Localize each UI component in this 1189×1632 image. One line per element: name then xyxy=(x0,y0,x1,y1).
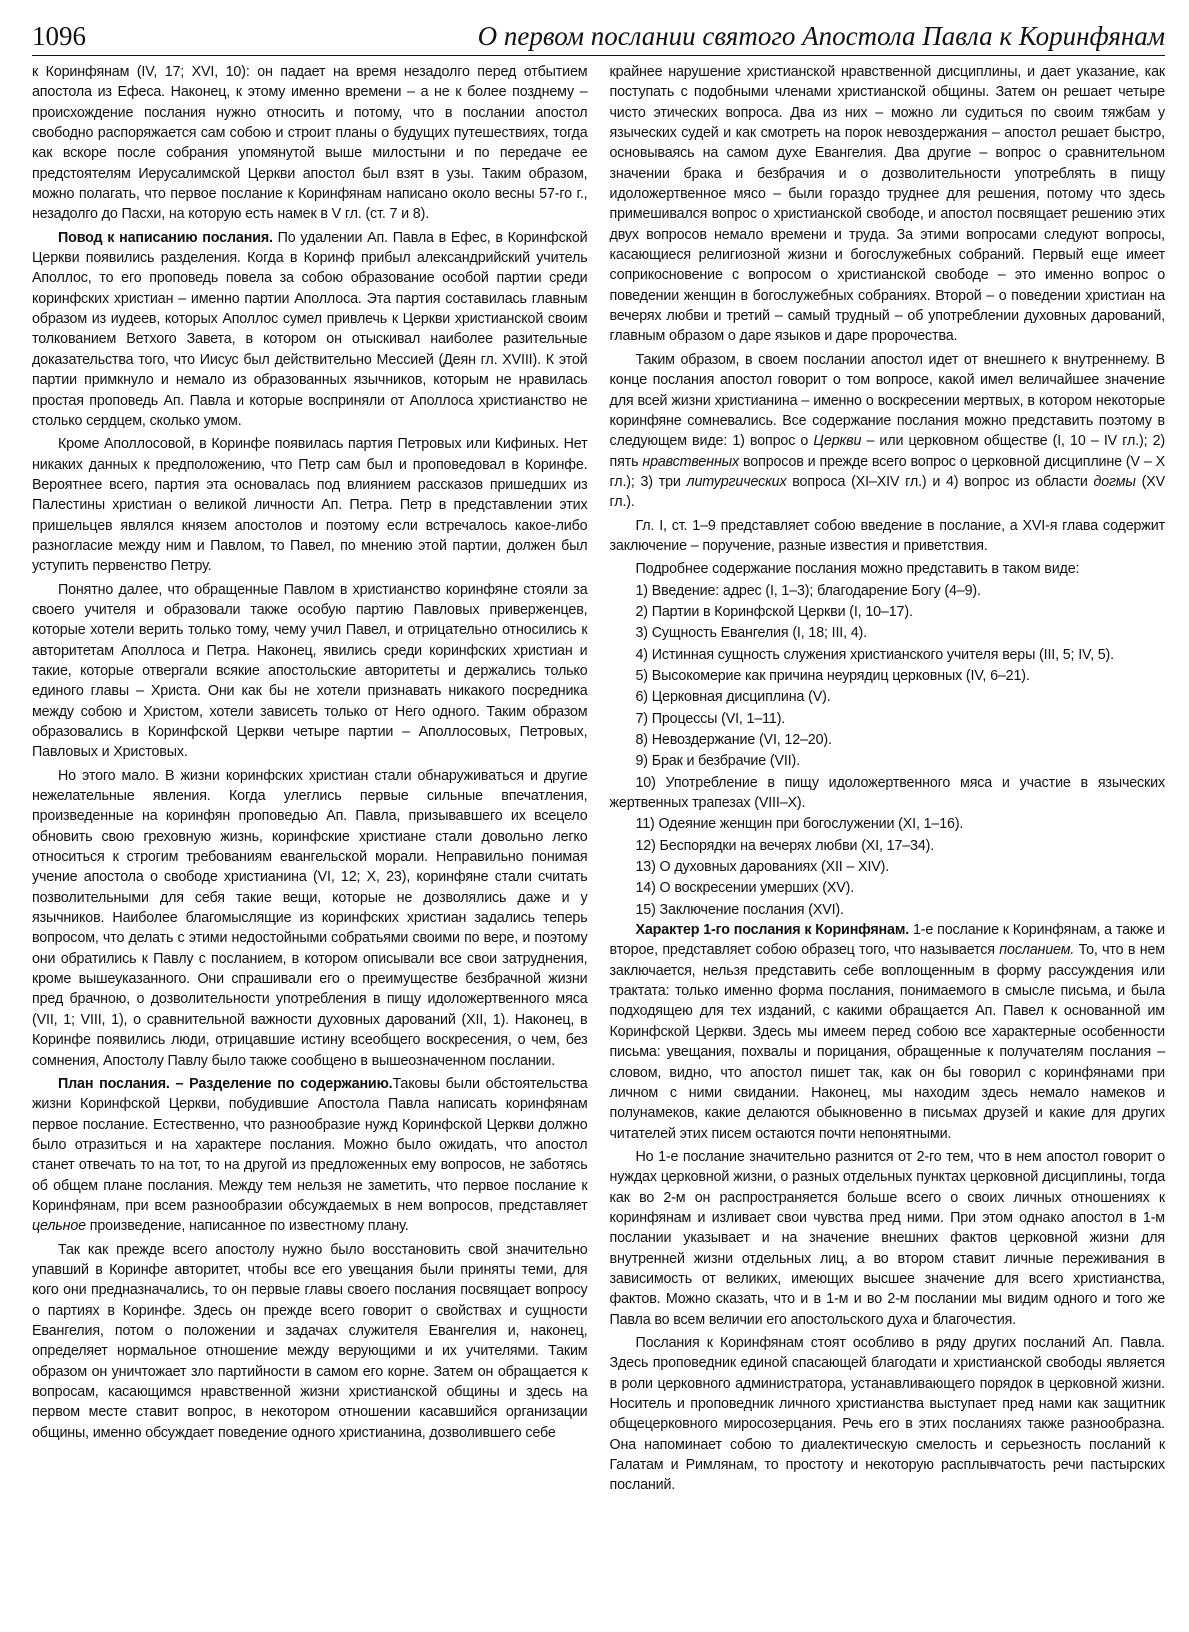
paragraph-text: Таковы были обстоятельства жизни Коринфской Церкви, побудившие Апостола Павла написать коринфянам первое послание. Естественно, что разнообразие нужд Коринфской Церкви должно было отразиться и на характере послания. Можно было ожидать, что апостол станет отвечать то на тот, то на другой из предложенных ему вопросов, не заботясь об общем плане послания. Между тем нельзя не заметить, что первое послание к Коринфянам, при всем разнообразии обсуждаемых в нем вопросов, представляет xyxy=(32,1075,588,1214)
paragraph: Но 1-е послание значительно разнится от 2-го тем, что в нем апостол говорит о нуждах церковной жизни, о разных отдельных пунктах церковной дисциплины, тогда как во 2-м он распространяется больше всего о своих личных отношениях к коринфянам и изливает свои чувства пред ними. При этом однако апостол в 1-м послании указывает и на значение внешних фактов церковной жизни для внутренней жизни отдельных лиц, а во втором ставит личные переживания в зависимость от великих, имеющих высшее значение для всего христианства, фактов. Можно сказать, что и в 1-м и во 2-м послании мы видим одного и того же Павла во всем величии его апостольского духа и благочестия. xyxy=(609,1148,1165,1328)
paragraph: Так как прежде всего апостолу нужно было восстановить свой значительно упавший в Коринфе авторитет, чтобы все его увещания были приняты теми, для кого они предназначались, то он первые главы своего послания посвящает вопросу о партиях в Коринфе. Здесь он прежде всего говорит о свойствах и сущности Евангелия, потом о положении и задачах служителя Евангелия и, наконец, определяет нормальное отношение между верующими и их учителями. Таким образом он уничтожает зло партийности в самом его корне. Затем он обращается к вопросам, касающимся нравственной жизни христианской общины и здесь на первом месте ставит вопрос, в некотором отношении касавшийся организации общины, именно обсуждает поведение одного христианина, дозволившего себе xyxy=(32,1241,588,1441)
paragraph-text: По удалении Ап. Павла в Ефес, в Коринфской Церкви появились разделения. Когда в Коринф прибыл александрийский учитель Аполлос, то его проповедь повела за собою образование особой партии среди коринфских христиан – именно партии Аполлоса. Эта партия составилась главным образом из иудеев, которых Аполлос сумел привлечь к Церкви христианской своим толкованием Ветхого Завета, в котором он отыскивал наиболее разительные доказательства того, что Иисус был действительно Мессией (Деян гл. XVIII). К этой партии примкнуло и немало из образованных язычников, которым не нравилась простая проповедь Ап. Павла и которые восприняли от Аполлоса христианство не столько сердцем, сколько умом. xyxy=(32,229,588,429)
list-item: 11) Одеяние женщин при богослужении (XI, 1–16). xyxy=(635,816,964,833)
paragraph-text: вопросов и прежде всего вопрос о церковной дисциплине (V – X гл.); 3) три xyxy=(609,453,1166,490)
list-item: 7) Процессы (VI, 1–11). xyxy=(635,710,786,727)
paragraph: Подробнее содержание послания можно представить в таком виде: xyxy=(635,561,1080,578)
italic-term: нравственных xyxy=(642,453,740,470)
italic-term: посланием. xyxy=(999,942,1075,959)
italic-term: догмы xyxy=(1093,473,1136,490)
paragraph-text: 1-е послание к Коринфянам, а также и второе, представляет собою образец того, что называется xyxy=(609,922,1165,959)
list-item: 13) О духовных дарованиях (XII – XIV). xyxy=(635,859,890,876)
paragraph: Послания к Коринфянам стоят особливо в ряду других посланий Ап. Павла. Здесь проповедник единой спасающей благодати и христианской свободы является в роли церковного администратора, устанавливающего порядок в церковной жизни. Носитель и проповедник личного христианства выступает пред нами как защитник общецерковного миросозерцания. Речь его в этих посланиях также разнообразна. Она напоминает собою то диалектическую смелость и серьезность посланий к Галатам и Римлянам, то простоту и некоторую расплывчатость речи пастырских посланий. xyxy=(609,1334,1165,1494)
paragraph: Но этого мало. В жизни коринфских христиан стали обнаруживаться и другие нежелательные явления. Когда улеглись первые сильные впечатления, произведенные на коринфян проповедью Ап. Павла, призывавшего их всецело обновить свою греховную жизнь, коринфские христиане стали довольно легко относиться к строгим требованиям евангельской морали. Неправильно понимая учение апостола о свободе христианина (VI, 12; X, 23), коринфяне стали считать позволительными для себя такие вещи, которые не дозволялись даже и у язычников. Наиболее благомыслящие из коринфских христиан задались теперь вопросом, что делать с этими недостойными собратьями своими по вере, и поэтому они обратились к Павлу с посланием, в котором описывали все свои затруднения, кроме вышеуказанного. Они спрашивали его о преимуществе безбрачной жизни пред брачною, о дозволительности употребления в пищу идоложертвенного мяса (VII, 1; VIII, 1), о сравнительной важности духовных дарований (XII, 1). Наконец, в Коринфе появились люди, отрицавшие истину всеобщего воскресения, о чем, без сомнения, Апостолу Павлу было также сообщено в вышеозначенном послании. xyxy=(32,767,588,1069)
list-item: 1) Введение: адрес (I, 1–3); благодарение Богу (4–9). xyxy=(635,582,981,599)
running-head xyxy=(32,20,1165,56)
list-item: 3) Сущность Евангелия (I, 18; III, 4). xyxy=(635,625,867,642)
page-number: 1096 xyxy=(32,21,86,51)
paragraph xyxy=(32,1074,588,1237)
paragraph-text: (XV гл.). xyxy=(609,473,1165,511)
paragraph: Понятно далее, что обращенные Павлом в христианство коринфяне стояли за своего учителя и образовали также особую партию Павловых приверженцев, которые хотели верить только тому, чему учил Павел, и отрицательно относились к авторитетам Аполлоса и Петра. Наконец, явились среди коринфских христиан и такие, которые отвергали всякие апостольские авторитеты и держались только единого главы – Христа. Они как бы не хотели признавать никакого посредника между собою и Христом, хотели зависеть только от Него одного. Таким образом образовались в Коринфской Церкви четыре партии – Аполлосовых, Петровых, Павловых и Христовых. xyxy=(32,581,588,761)
list-item: 9) Брак и безбрачие (VII). xyxy=(635,753,800,770)
section-heading: Характер 1-го послания к Коринфянам. xyxy=(635,922,910,939)
running-title: О первом послании святого Апостола Павла к Коринфянам xyxy=(477,21,1165,51)
list-item: 5) Высокомерие как причина неурядиц церковных (IV, 6–21). xyxy=(635,667,1030,684)
paragraph: Кроме Аполлосовой, в Коринфе появилась партия Петровых или Кифиных. Нет никаких данных к предположению, что Петр сам был и проповедовал в Коринфе. Вероятнее всего, партия эта основалась под влиянием рассказов пришедших из Палестины христиан о великой личности Ап. Петра. Петр в представлении этих пришельцев являлся князем апостолов и поэтому если встречалось какое-либо разногласие между ним и Павлом, то Павел, по мнению этой партии, должен был уступить первенство Петру. xyxy=(32,436,588,575)
list-item: 4) Истинная сущность служения христианского учителя веры (III, 5; IV, 5). xyxy=(635,646,1114,663)
paragraph: крайнее нарушение христианской нравственной дисциплины, и дает указание, как поступать с подобными членами христианской общины. Затем он решает четыре чисто этических вопроса. Два из них – можно ли судиться по своим тяжбам у языческих судей и как смотреть на порок невоздержания – апостол решает быстро, основываясь на самом духе Евангелия. Два другие – вопрос о сравнительном значении брака и безбрачия и о дозволительности употреблять в пищу идоложертвенное мясо – были гораздо труднее для решения, потому что здесь примешивался вопрос о христианской свободе, и апостол посвящает решению этих двух вопросов немало времени и труда. За этими вопросами следуют вопросы, касающиеся религиозной жизни и богослужебных собраний. Первый еще имеет соприкосновение с вопросом о христианской свободе – это именно вопрос о поведении женщин в богослужебных собраниях. Второй – о поведении христиан на вечерях любви и третий – самый трудный – об употреблении духовных дарований, главным образом о даре языков и даре пророчества. xyxy=(609,64,1165,345)
paragraph xyxy=(32,228,588,431)
paragraph xyxy=(610,350,1166,513)
italic-term: литургических xyxy=(686,473,787,490)
list-item: 2) Партии в Коринфской Церкви (I, 10–17). xyxy=(635,603,913,620)
italic-term: цельное xyxy=(32,1218,86,1235)
contents-list xyxy=(610,581,1166,921)
paragraph-text: – или церковном обществе (I, 10 – IV гл.); 2) пять xyxy=(609,433,1165,470)
list-item: 8) Невоздержание (VI, 12–20). xyxy=(635,732,832,748)
paragraph-text: произведение, написанное по известному плану. xyxy=(85,1218,409,1235)
paragraph: Гл. I, ст. 1–9 представляет собою введение в послание, а XVI-я глава содержит заключение – поручение, разные известия и приветствия. xyxy=(609,517,1165,554)
italic-term: Церкви xyxy=(813,433,862,450)
right-column xyxy=(610,62,1166,1496)
list-item: 15) Заключение послания (XVI). xyxy=(635,901,844,918)
paragraph-text: То, что в нем заключается, нельзя представить себе воплощенным в форму рассуждения или трактата: только именно форма послания, понимаемого в смысле письма, и была подходящею для тех изданий, с какими обращается Ап. Павел к основанной им Коринфской Церкви. Здесь мы имеем перед собою все характерные особенности письма: увещания, похвалы и порицания, обращенные к получателям послания – словом, видно, что апостол пишет так, как он бы говорил с коринфянами при личном с ними свидании. Наконец, мы находим здесь немало намеков и полунамеков, какие делаются обыкновенно в письмах друзей и какие для других читателей этих писем остаются почти непонятными. xyxy=(609,942,1165,1142)
list-item: 6) Церковная дисциплина (V). xyxy=(635,689,831,706)
paragraph-text: Таким образом, в своем послании апостол идет от внешнего к внутреннему. В конце послания апостол говорит о том вопросе, какой имел величайшее значение для всей жизни христианина – именно о воскресении мертвых, в котором некоторые коринфяне сомневались. Все содержание послания можно представить поэтому в следующем виде: 1) вопрос о xyxy=(609,351,1165,450)
list-item: 14) О воскресении умерших (XV). xyxy=(635,880,855,897)
list-item: 10) Употребление в пищу идоложертвенного мяса и участие в языческих жертвенных трапезах (VIII–X). xyxy=(609,774,1165,812)
list-item: 12) Беспорядки на вечерях любви (XI, 17–34). xyxy=(635,837,935,854)
section-heading: План послания. – Разделение по содержанию. xyxy=(58,1075,393,1092)
paragraph-text: вопроса (XI–XIV гл.) и 4) вопрос из области xyxy=(786,473,1094,490)
paragraph: к Коринфянам (IV, 17; XVI, 10): он падает на время незадолго перед отбытием апостола из Ефеса. Наконец, к этому именно времени – а не к более позднему – происхождение послания нужно относить и потому, что в послании апостол свободно распоряжается сам собою и строит планы о будущих путешествиях, тогда как вскоре после собрания упомянутой выше милостыни и по передаче ее предстоятелям Иерусалимской Церкви апостол был взят в узы. Таким образом, можно полагать, что первое послание к Коринфянам написано около весны 57-го г., незадолго до Пасхи, на которую есть намек в V гл. (ст. 7 и 8). xyxy=(32,64,588,223)
paragraph xyxy=(610,920,1166,1144)
section-heading: Повод к написанию послания. xyxy=(58,229,273,246)
text-columns xyxy=(32,62,1165,1496)
left-column xyxy=(32,62,588,1496)
